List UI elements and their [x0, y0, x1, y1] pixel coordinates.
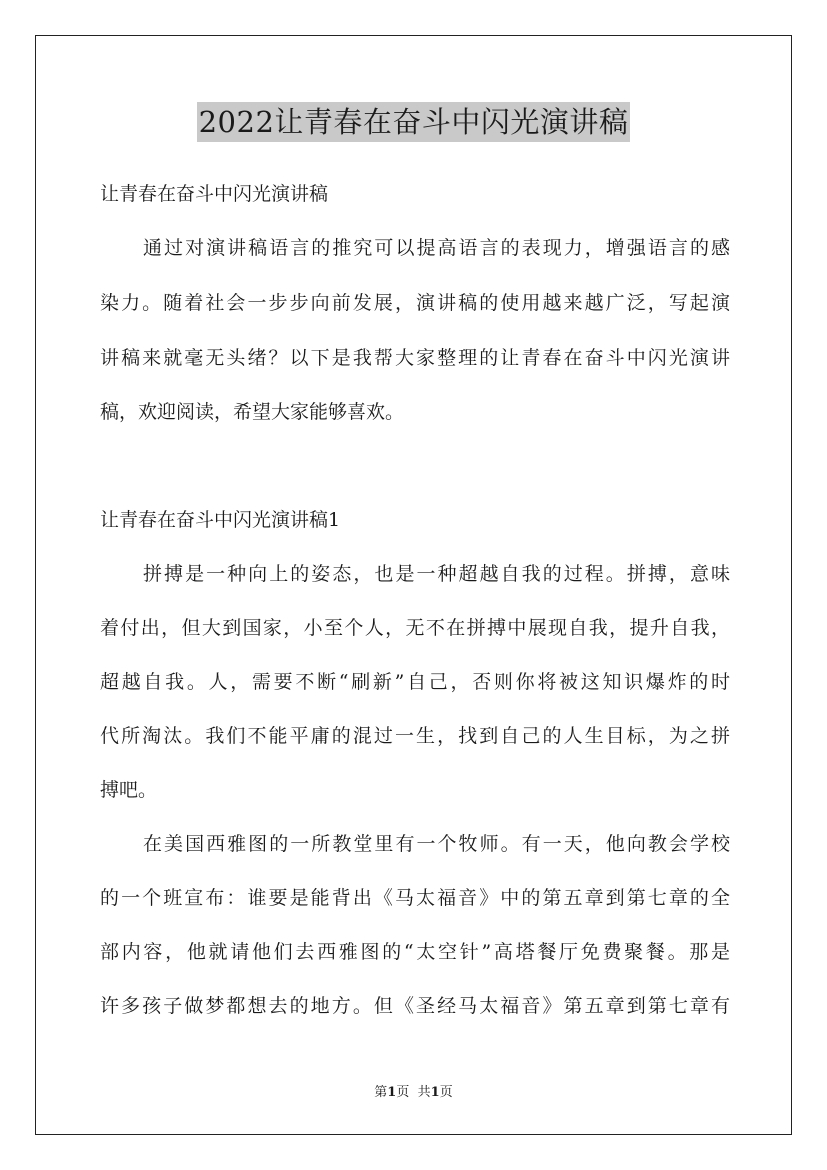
page-footer [0, 1085, 827, 1101]
paragraph-line: 的一个班宣布：谁要是能背出《马太福音》中的第五章到第七章的全 [100, 887, 730, 909]
total-pages: 1 [430, 1085, 440, 1100]
paragraph-line: 超越自我。人，需要不断“刷新”自己，否则你将被这知识爆炸的时 [100, 671, 730, 693]
document-title-wrapper [0, 102, 827, 142]
page-label-prefix: 第 [374, 1085, 388, 1100]
paragraph-line: 着付出，但大到国家，小至个人，无不在拼搏中展现自我，提升自我， [100, 617, 730, 639]
page-label-suffix: 页 [396, 1085, 410, 1100]
total-label-prefix: 共 [417, 1085, 431, 1100]
total-label-suffix: 页 [439, 1085, 453, 1100]
intro-line: 通过对演讲稿语言的推究可以提高语言的表现力，增强语言的感 [143, 237, 730, 259]
section-heading: 让青春在奋斗中闪光演讲稿1 [100, 509, 341, 531]
intro-line: 染力。随着社会一步步向前发展，演讲稿的使用越来越广泛，写起演 [100, 292, 730, 314]
paragraph-line: 许多孩子做梦都想去的地方。但《圣经马太福音》第五章到第七章有 [100, 995, 730, 1017]
page-number: 1 [387, 1085, 397, 1100]
intro-line: 稿，欢迎阅读，希望大家能够喜欢。 [100, 401, 405, 423]
paragraph-line: 拼搏是一种向上的姿态，也是一种超越自我的过程。拼搏，意味 [143, 563, 730, 585]
paragraph-line: 代所淘汰。我们不能平庸的混过一生，找到自己的人生目标，为之拼 [100, 725, 730, 747]
paragraph-line: 搏吧。 [100, 779, 158, 801]
paragraph-line: 部内容，他就请他们去西雅图的“太空针”高塔餐厅免费聚餐。那是 [100, 941, 730, 963]
document-title: 2022让青春在奋斗中闪光演讲稿 [197, 102, 631, 142]
document-subtitle: 让青春在奋斗中闪光演讲稿 [100, 183, 329, 205]
intro-line: 讲稿来就毫无头绪？以下是我帮大家整理的让青春在奋斗中闪光演讲 [100, 347, 730, 369]
paragraph-line: 在美国西雅图的一所教堂里有一个牧师。有一天，他向教会学校 [143, 833, 730, 855]
